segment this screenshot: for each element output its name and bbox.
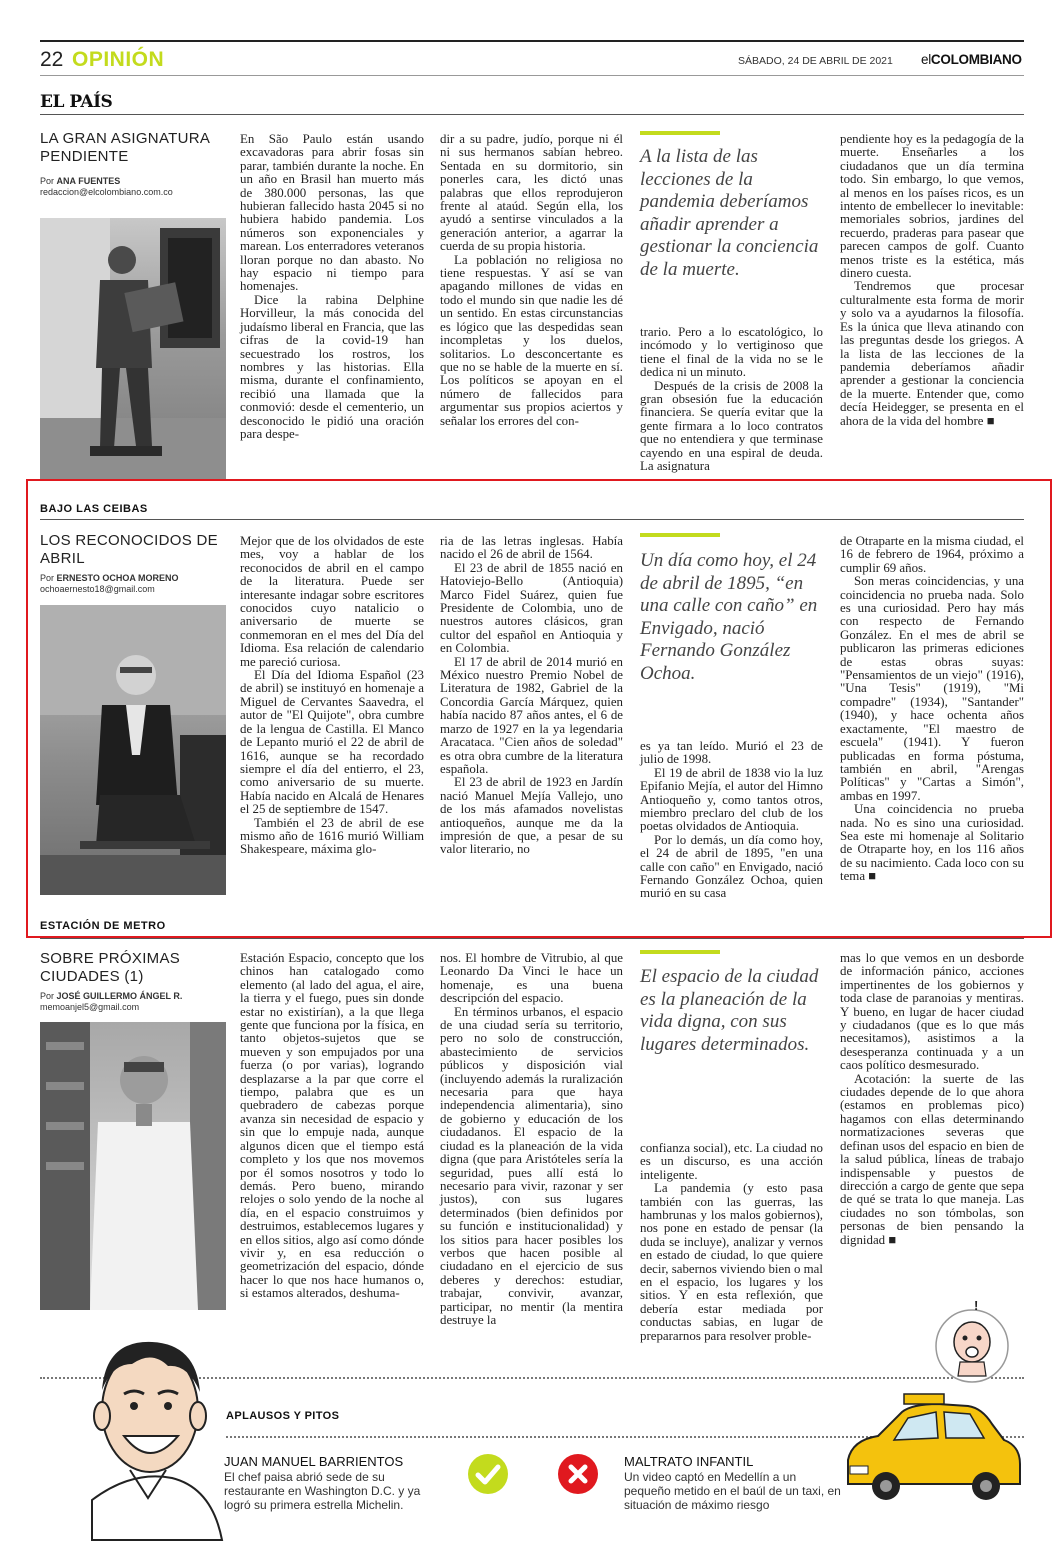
crying-baby-icon [930,1296,1014,1388]
paragraph: El 23 de abril de 1923 en Jardín nació Manuel Mejía Vallejo, uno de los más afamados novelistas antioqueños, aunque me da la impresión de que, a pesar de su valor literario, no [440,775,623,857]
article1-column-3 [640,326,823,485]
article3-email: memoanjel5@gmail.com [40,1002,140,1012]
paragraph: Una coincidencia no prueba nada. No es sino una curiosidad. Sea este mi homenaje al Solitario de Otraparte hoy, en los 116 años de su nacimiento. Cada loco con su tema ■ [840,802,1024,884]
paragraph: En términos urbanos, el espacio de una ciudad sería su territorio, pero no solo de construcción, abastecimiento de servicios públicos y disposición vial (incluyendo además la ruralización necesaria para que haya independencia alimentaria), sino de gobierno y educación de los ciudadanos. El espacio de la ciudad es la planeación de la vida digna (que para Aristóteles sería la seguridad, pues allí está lo necesario para vivir, razonar y ser justos), con sus lugares determinados (bien definidos por su función e institucionalidad) y los sitios para hacer posibles los verbos que hacen posible al ciudadano en el ejercicio de sus deberes y derechos: estudiar, trabajar, convivir, avanzar, participar, no mentir (la mentira destruye la [440,1004,623,1327]
paragraph: También el 23 de abril de ese mismo año de 1616 murió William Shakespeare, máxima glo- [240,815,424,857]
issue-date: SÁBADO, 24 DE ABRIL DE 2021 [738,55,893,67]
page-number: 22 [40,48,64,71]
article2-pull-quote: Un día como hoy, el 24 de abril de 1895, “en una calle con caño” en Envigado, nació Fernando González Ochoa. [640,550,818,684]
article2-section-label: BAJO LAS CEIBAS [40,503,148,515]
paragraph: es ya tan leído. Murió el 23 de julio de 1998. [640,739,823,767]
article2-photo [40,605,226,895]
byline-prefix: Por [40,176,55,186]
article3-column-3 [640,1141,823,1343]
article3-column-2 [440,951,623,1327]
paragraph: Después de la crisis de 2008 la gran obsesión fue la educación financiera. Se quería evitar que la gente firmara a lo loco contratos que no entendiera y que terminase cayendo en una espiral de deuda. La asignatura [640,378,823,474]
paragraph: La población no religiosa no tiene respuestas. Y así se van apagando millones de vidas en todo el mundo sin que nadie les dé un sentido. En estas circunstancias es lógico que las despedidas sean incompletas y los duelos, solitarios. Lo desconcertante es que no se hable de la muerte en sí. Los políticos se apoyan en el número de fallecidos para argumentar sus propios aciertos y señalar los errores del con- [440,252,623,428]
article1-email: redaccion@elcolombiano.com.co [40,187,173,197]
paragraph: Mejor que de los olvidados de este mes, voy a hablar de los reconocidos de abril en el campo de la literatura. Puede ser interesante indagar sobre escritores conocidos cuyo natalicio o aniversario de muerte se conmemoran en el mes del Día del Idioma. Esa relación de calendario me pareció curiosa. [240,534,424,669]
paragraph: mas lo que vemos en un desborde de información pánico, acciones impertinentes de los gobiernos y toda clase de paranoias y mentiras. Y bueno, en lugar de hacer ciudad y ciudadanos (que es lo que más necesitamos), asistimos a la desesperanza continuada y a un caos político desmesurado. [840,951,1024,1073]
smiling-man-caricature [72,1320,232,1540]
article2-column-4 [840,535,1024,909]
article2-email: ochoaernesto18@gmail.com [40,584,155,594]
paragraph: El 19 de abril de 1838 vio la luz Epifanio Mejía, el autor del Himno Antioqueño y, como tantos otros, miembro preclaro del club de los poetas olvidados de Antioquia. [640,765,823,834]
whistle-title: MALTRATO INFANTIL [624,1454,754,1469]
paragraph: Dice la rabina Delphine Horvilleur, la más conocida del judaísmo liberal en Francia, que las cifras de la covid-19 han secuestrado los rostros, los nombres y las historias. Ella misma, durante el confinamiento, recibió una llamada que la conmovió: desde el cementerio, un desconocido le pidió una oración para despe- [240,292,424,441]
article2-column-3 [640,740,823,909]
article1-byline [40,176,230,198]
article2-author: ERNESTO OCHOA MORENO [56,573,179,583]
article1-photo [40,218,226,480]
article2-column-2 [440,535,623,909]
paragraph: confianza social), etc. La ciudad no es un discurso, es una acción inteligente. [640,1141,823,1182]
article3-photo [40,1022,226,1310]
article3-column-4 [840,952,1024,1317]
yellow-taxi-icon [838,1390,1024,1510]
header-rule [40,75,1024,76]
article1-pull-quote: A la lista de las lecciones de la pandemia deberíamos añadir aprender a gestionar la conciencia de la muerte. [640,146,819,280]
article3-headline: SOBRE PRÓXIMAS CIUDADES (1) [40,950,181,985]
article2-headline: LOS RECONOCIDOS DE ABRIL [40,532,218,567]
article3-section-label: ESTACIÓN DE METRO [40,920,166,932]
applause-title: JUAN MANUEL BARRIENTOS [224,1454,404,1469]
article3-byline [40,991,230,1013]
paragraph: Tendremos que procesar culturalmente esta forma de morir y solo va a ayudarnos la filosofía. Es la única que lleva atinando con las preguntas desde los griegos. A la lista de las lecciones de la pandemia deberíamos añadir aprender a gestionar la conciencia de la muerte. Entender que, como decía Heidegger, se presenta en el ahora de la vida del hombre ■ [840,279,1024,428]
author-standing-library-photo [40,1022,226,1310]
article1-column-1 [240,133,424,485]
paragraph: Son meras coincidencias, y una coincidencia no prueba nada. Solo es una curiosidad. Pero hay más con respecto de Fernando González. En el mes de abril se publicaron las primeras ediciones de estas obras suyas: "Pensamientos de un viejo" (1916), "Una Tesis" (1919), "Mi compadre" (1934), "Santander" (1940), y hace ochenta años exactamente, "El maestro de escuela" (1941). Y fueron publicadas en forma póstuma, también en abril, "Arengas Políticas" y "Cartas a Simón", ambas en 1997. [840,574,1024,803]
paragraph: La pandemia (y esto pasa también con las guerras, las hambrunas y los malos gobiernos), nos pone en estado de pensar (la duda se incluye), analizar y vernos en estado de ciudad, lo que quiere decir, sabernos viviendo bien o mal en el espacio, los lugares y los sitios. Y en esta reflexión, que debería estar mediada por conductas sabias, en lugar de prepararnos para resolver proble- [640,1181,823,1343]
article3-pull-quote: El espacio de la ciudad es la planeación de la vida digna, con sus lugares determinados. [640,966,819,1055]
paragraph: El Día del Idioma Español (23 de abril) se instituyó en homenaje a Miguel de Cervantes Saavedra, el autor de "El Quijote", obra cumbre de la lengua de Castilla. El Manco de Lepanto murió el 22 de abril de 1616, aunque se ha recordado siempre el día del entierro, el 23, como aniversario de su muerte. Había nacido en Alcalá de Henares el 25 de septiembre de 1547. [240,668,424,817]
article2-byline [40,573,230,595]
paragraph: ria de las letras inglesas. Había nacido el 26 de abril de 1564. [440,534,623,562]
paragraph: nos. El hombre de Vitrubio, al que Leonardo Da Vinci le hace un homenaje, es una buena descripción del espacio. [440,951,623,1006]
article1-author: ANA FUENTES [56,176,121,186]
article1-pull-quote-bar [640,131,720,135]
article1-column-4 [840,133,1024,485]
paragraph: pendiente hoy es la pedagogía de la muerte. Enseñarles a los ciudadanos que un día termina todo. Sin embargo, lo que vemos, al menos en los países ricos, es un intento de embellecer lo inevitable: memoriales sobrios, jardines del recuerdo, praderas para pasear que parecen campos de golf. Cuanto menos triste es la estética, más dinero cuesta. [840,132,1024,281]
article2-pull-quote-bar [640,533,720,537]
article1-top-rule [40,114,1024,115]
paragraph: dir a su padre, judío, porque ni él ni sus hermanos sabían hebreo. Sentada en su dormitorio, sin ponerles cara, les dictó unas palabras que ellos reprodujeron frente al ataúd. Según ella, los ayudó a sentirse vinculados a la generación anterior, a agarrar la cuerda de su propia historia. [440,132,623,254]
brand-name: COLOMBIANO [930,52,1022,67]
author-seated-portrait-photo [40,605,226,895]
paragraph: En São Paulo están usando excavadoras para abrir fosas sin parar, también durante la noche. En un año en Brasil han muerto más de 380.000 personas, las que hubieran fallecido hasta 2045 si no hubiera habido pandemia. Los números son exponenciales y marean. Los enterradores veteranos lloran porque no dan abasto. No hay espacio ni tiempo para homenajes. [240,132,424,294]
paragraph: El 17 de abril de 2014 murió en México nuestro Premio Nobel de Literatura de 1982, Gabriel de la Concordia García Márquez, quien había nacido 87 años antes, el 6 de marzo de 1927 en la ya legendaria Aracataca. "Cien años de soledad" es otra obra cumbre de la literatura española. [440,654,623,776]
paragraph: Estación Espacio, concepto que los chinos han catalogado como elemento (al lado del agua, el aire, la tierra y el fuego, pues sin donde estar no existirían), a la que llega gente que funciona por la física, en tanto objetos-sujetos que se mueven y son empujados por una fuerza (o por varias), logrando desplazarse a la par que corre el tiempo, palabra que es un quebradero de cabezas porque avanza sin necesidad de espacio y sin que lo empuje nada, aunque algunos dicen que el tiempo está completo y los que nos movemos por él somos nosotros y todo lo demás. Pero bueno, mirando relojes o solo yendo de la noche al día, en el espacio construimos y destruimos, establecemos lugares y en ellos sitios, algo así como dónde vivir y, en esa reducción o geometrización del espacio, dónde hacer lo que nos hace humanos o, si estamos alterados, deshuma- [240,951,424,1301]
top-rule [40,40,1024,42]
article3-pull-quote-bar [640,950,720,954]
section-logo-el-pais: EL PAÍS [40,92,113,112]
applause-text: El chef paisa abrió sede de su restaurante en Washington D.C. y ya logró su primera estrella Michelin. [224,1470,421,1512]
paragraph: Acotación: la suerte de las ciudades depende de lo que ahora (estamos en problemas pico) hagamos con ellas determinando normatizaciones severas que definan usos del espacio en bien de la salud pública, líneas de trabajo indispensable y puestos de dirección a cargo de gente que sepa de qué se trata lo que maneja. Las ciudades no son tómbolas, son personas de bien pensando la dignidad ■ [840,1071,1024,1247]
article1-headline: LA GRAN ASIGNATURA PENDIENTE [40,130,210,165]
aplausos-title: APLAUSOS Y PITOS [226,1410,340,1422]
cross-icon [558,1454,598,1494]
paragraph: de Otraparte en la misma ciudad, el 16 de febrero de 1964, próximo a cumplir 69 años. [840,534,1024,575]
svg-text:!: ! [974,1298,979,1313]
article2-column-1 [240,535,424,909]
brand-logo [921,52,1022,67]
article3-top-rule [40,938,1024,939]
paragraph: El 23 de abril de 1855 nació en Hatoviejo-Bello (Antioquia) Marco Fidel Suárez, quien fue Presidente de Colombia, uno de nuestros autores clásicos, gran cultor del español en Antioquia y en Colombia. [440,560,623,656]
check-icon [468,1454,508,1494]
brand-prefix: el [921,52,931,67]
article2-top-rule [40,519,1024,520]
statue-reading-newspaper-photo [40,218,226,480]
byline-prefix: Por [40,991,55,1001]
byline-prefix: Por [40,573,55,583]
section-title: OPINIÓN [72,48,165,71]
paragraph: Por lo demás, un día como hoy, el 24 de abril de 1895, "en una calle con caño" en Envigado, nació Fernando González Ochoa, quien murió en su casa [640,832,823,901]
whistle-text: Un video captó en Medellín a un pequeño metido en el baúl de un taxi, en situación de máximo riesgo [624,1470,841,1512]
article3-column-1 [240,952,424,1317]
article1-column-2 [440,133,623,485]
article3-author: JOSÉ GUILLERMO ÁNGEL R. [56,991,183,1001]
paragraph: trario. Pero a lo escatológico, lo incómodo y lo vertiginoso que tiene el final de la vida no se le dedica ni un minuto. [640,325,823,380]
